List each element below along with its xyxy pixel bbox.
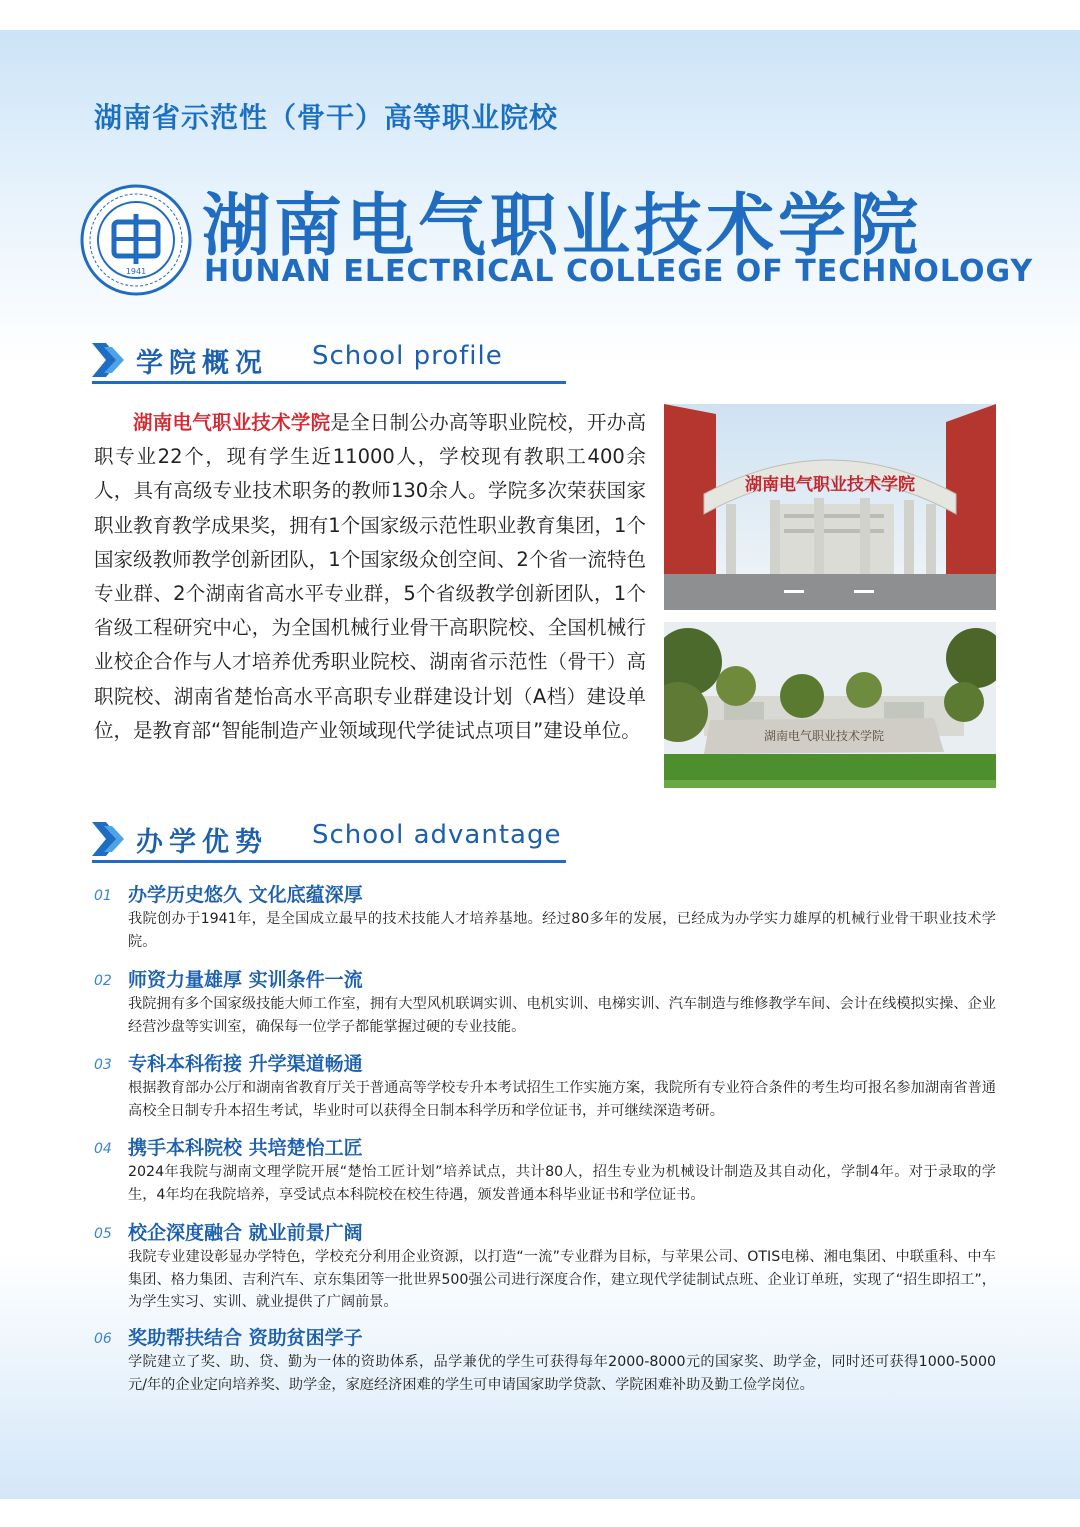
- advantage-number: 05: [94, 1226, 112, 1242]
- double-chevron-icon: [92, 822, 128, 856]
- advantage-section-header: [92, 816, 568, 862]
- advantage-body: 我院专业建设彰显办学特色，学校充分利用企业资源，以打造“一流”专业群为目标，与苹果公司、OTIS电梯、湘电集团、中联重科、中车集团、格力集团、吉利汽车、京东集团等一批世界500强公司进行深度合作，建立现代学徒制试点班、企业订单班，实现了“招生即招工”，为学生实习、实训、就业提供了广阔前景。: [128, 1249, 996, 1310]
- advantage-number: 02: [94, 973, 112, 989]
- section-underline: [92, 860, 566, 863]
- profile-text: [94, 406, 646, 748]
- advantage-number: 06: [94, 1331, 112, 1347]
- college-name: 湖南电气职业技术学院: [202, 187, 923, 266]
- advantage-body: 我院创办于1941年，是全国成立最早的技术技能人才培养基地。经过80多年的发展，已经成为办学实力雄厚的机械行业骨干职业技术学院。: [128, 911, 996, 950]
- advantage-item: [94, 1323, 1000, 1421]
- advantage-number: 04: [94, 1141, 112, 1157]
- advantage-item: [94, 1218, 1000, 1316]
- section-underline: [92, 381, 566, 384]
- advantage-item: [94, 880, 1000, 956]
- advantage-body: 根据教育部办公厅和湖南省教育厅关于普通高等学校专升本考试招生工作实施方案，我院所有专业符合条件的考生均可报名参加湖南省普通高校全日制专升本招生考试，毕业时可以获得全日制本科学历和学位证书，并可继续深造考研。: [128, 1080, 996, 1119]
- gate-sign-text: 湖南电气职业技术学院: [745, 475, 915, 495]
- advantage-title: 办学历史悠久 文化底蕴深厚: [128, 884, 363, 906]
- advantage-item: [94, 965, 1000, 1041]
- college-name-en: HUNAN ELECTRICAL COLLEGE OF TECHNOLOGY: [204, 254, 1034, 289]
- advantage-number: 01: [94, 888, 112, 904]
- advantage-title: 奖助帮扶结合 资助贫困学子: [128, 1327, 363, 1349]
- advantage-body: 我院拥有多个国家级技能大师工作室，拥有大型风机联调实训、电机实训、电梯实训、汽车制造与维修教学车间、会计在线模拟实操、企业经营沙盘等实训室，确保每一位学子都能掌握过硬的专业技能。: [128, 996, 996, 1035]
- advantage-title: 师资力量雄厚 实训条件一流: [128, 969, 363, 991]
- stone-sign-text: 湖南电气职业技术学院: [763, 729, 885, 743]
- advantage-item: [94, 1049, 1000, 1125]
- profile-highlight: 湖南电气职业技术学院: [133, 411, 331, 434]
- advantage-item: [94, 1133, 1000, 1209]
- advantage-body: 2024年我院与湖南文理学院开展“楚怡工匠计划”培养试点，共计80人，招生专业为机械设计制造及其自动化，学制4年。对于录取的学生，4年均在我院培养，享受试点本科院校在校生待遇，颁发普通本科毕业证书和学位证书。: [128, 1164, 996, 1203]
- profile-section-header: [92, 337, 568, 383]
- profile-title-cn: 学院概况: [136, 348, 268, 379]
- advantage-title-cn: 办学优势: [136, 827, 268, 858]
- college-logo-seal-icon: [80, 184, 192, 296]
- advantage-title: 校企深度融合 就业前景广阔: [128, 1222, 363, 1244]
- campus-stone-photo: [664, 622, 996, 788]
- double-chevron-icon: [92, 343, 128, 377]
- campus-gate-photo: [664, 404, 996, 610]
- logo-year: 1941: [125, 267, 147, 276]
- profile-body: 是全日制公办高等职业院校，开办高职专业22个，现有学生近11000人，学校现有教职工400余人，具有高级专业技术职务的教师130余人。学院多次荣获国家职业教育教学成果奖，拥有1个国家级示范性职业教育集团，1个国家级教师教学创新团队，1个国家级众创空间、2个省一流特色专业群、2个湖南省高水平专业群，5个省级教学创新团队，1个省级工程研究中心，为全国机械行业骨干高职院校、全国机械行业校企合作与人才培养优秀职业院校、湖南省示范性（骨干）高职院校、湖南省楚怡高水平高职专业群建设计划（A档）建设单位，是教育部“智能制造产业领域现代学徒试点项目”建设单位。: [94, 411, 646, 742]
- profile-title-en: School profile: [312, 341, 503, 371]
- advantage-body: 学院建立了奖、助、贷、勤为一体的资助体系，品学兼优的学生可获得每年2000-8000元的国家奖、助学金，同时还可获得1000-5000元/年的企业定向培养奖、助学金，家庭经济困难的学生可申请国家助学贷款、学院困难补助及勤工俭学岗位。: [128, 1354, 996, 1393]
- advantage-number: 03: [94, 1057, 112, 1073]
- advantage-title: 专科本科衔接 升学渠道畅通: [128, 1053, 363, 1075]
- advantage-title-en: School advantage: [312, 820, 562, 850]
- advantage-title: 携手本科院校 共培楚怡工匠: [128, 1137, 363, 1159]
- school-subtitle: 湖南省示范性（骨干）高等职业院校: [94, 101, 559, 134]
